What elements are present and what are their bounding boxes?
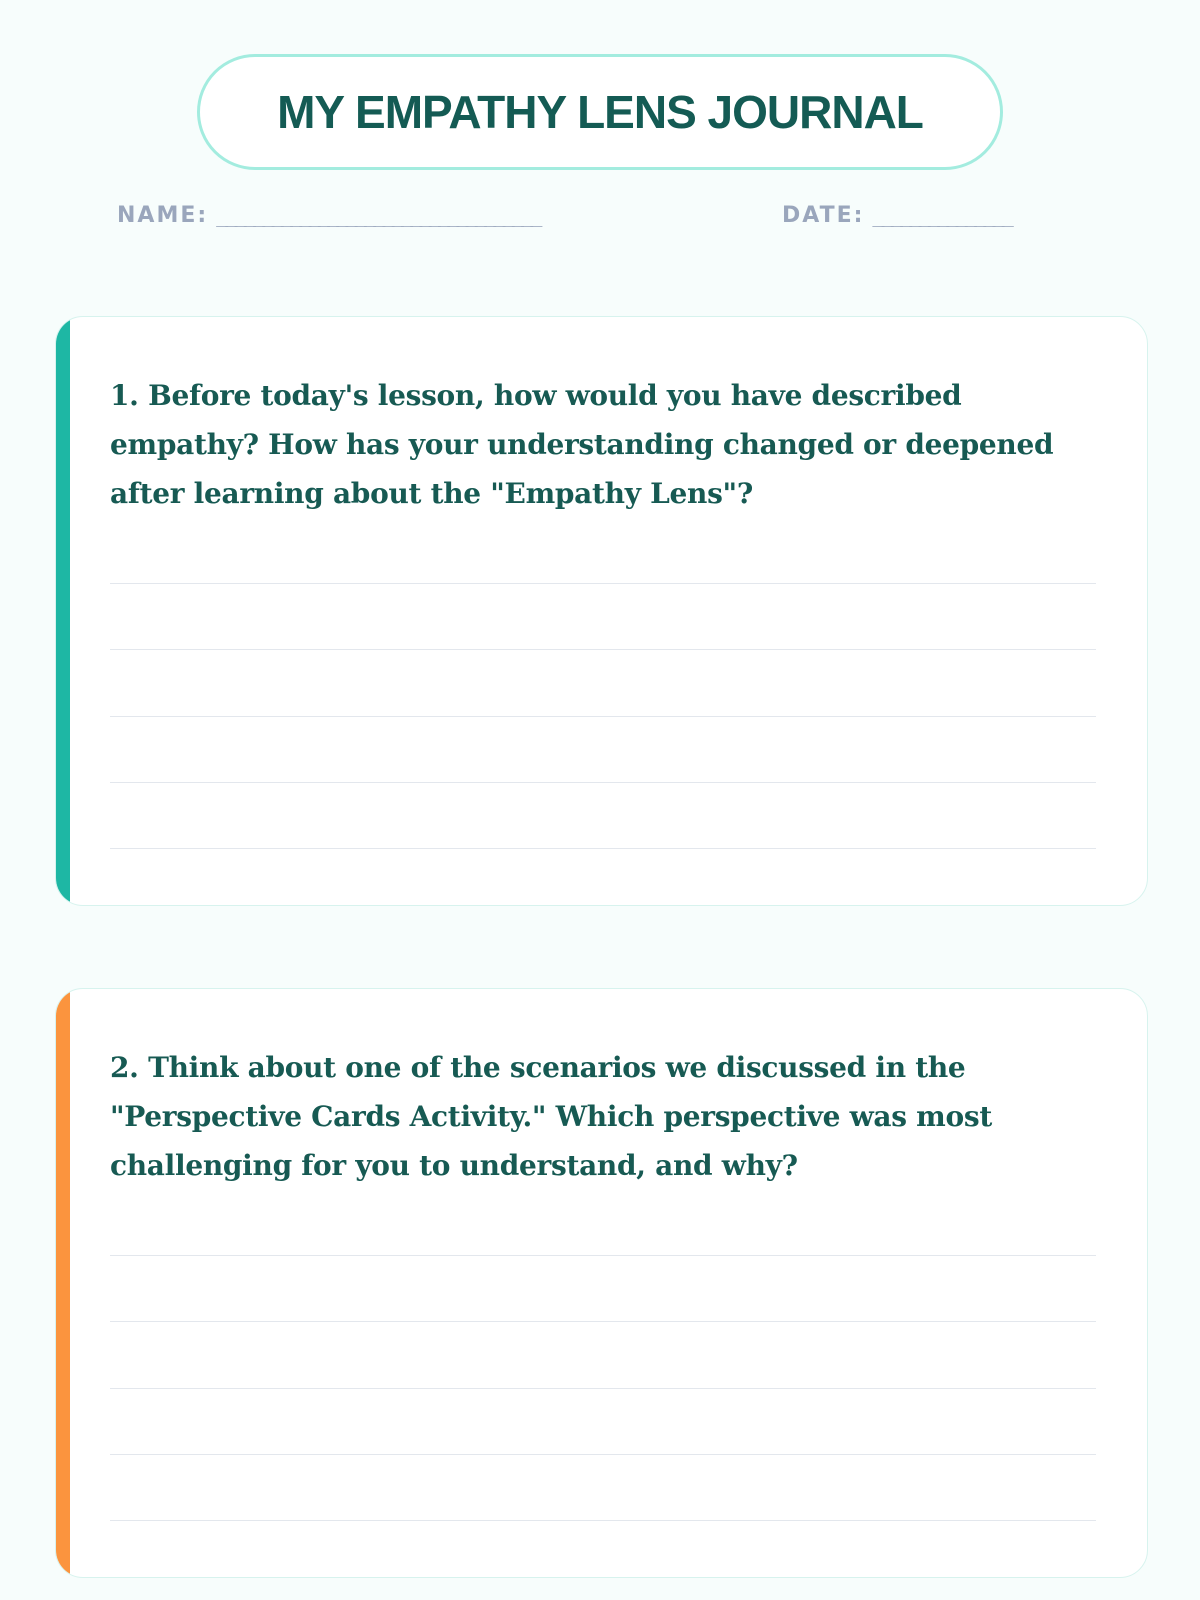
- date-blank-line: _______________: [872, 203, 1012, 227]
- name-blank-line: ___________________________________: [216, 203, 540, 227]
- name-label: NAME:: [117, 203, 209, 228]
- answer-line: [110, 1454, 1096, 1455]
- answer-line: [110, 1520, 1096, 1521]
- prompt-question-1: 1. Before today's lesson, how would you have described empathy? How has your understanding changed or deepened after learning about the "Empathy Lens"?: [110, 379, 1054, 510]
- name-field: [117, 203, 540, 228]
- journal-title-banner: [197, 54, 1003, 170]
- answer-line: [110, 848, 1096, 849]
- answer-line: [110, 716, 1096, 717]
- date-label: DATE:: [782, 203, 865, 228]
- answer-line: [110, 1388, 1096, 1389]
- answer-lines-2: [110, 1255, 1096, 1578]
- answer-line: [110, 649, 1096, 650]
- answer-line: [110, 1321, 1096, 1322]
- prompt-question-2: 2. Think about one of the scenarios we discussed in the "Perspective Cards Activity." Which perspective was most challenging for you to understand, and why?: [110, 1051, 992, 1182]
- date-field: [782, 203, 1011, 228]
- page-title: MY EMPATHY LENS JOURNAL: [277, 86, 923, 138]
- prompt-card-1: [55, 316, 1148, 906]
- prompt-card-accent-bar: [56, 317, 70, 905]
- answer-line: [110, 583, 1096, 584]
- prompt-card-accent-bar: [56, 989, 70, 1577]
- answer-line: [110, 1255, 1096, 1256]
- answer-lines-1: [110, 583, 1096, 906]
- prompt-card-2: [55, 988, 1148, 1578]
- answer-line: [110, 782, 1096, 783]
